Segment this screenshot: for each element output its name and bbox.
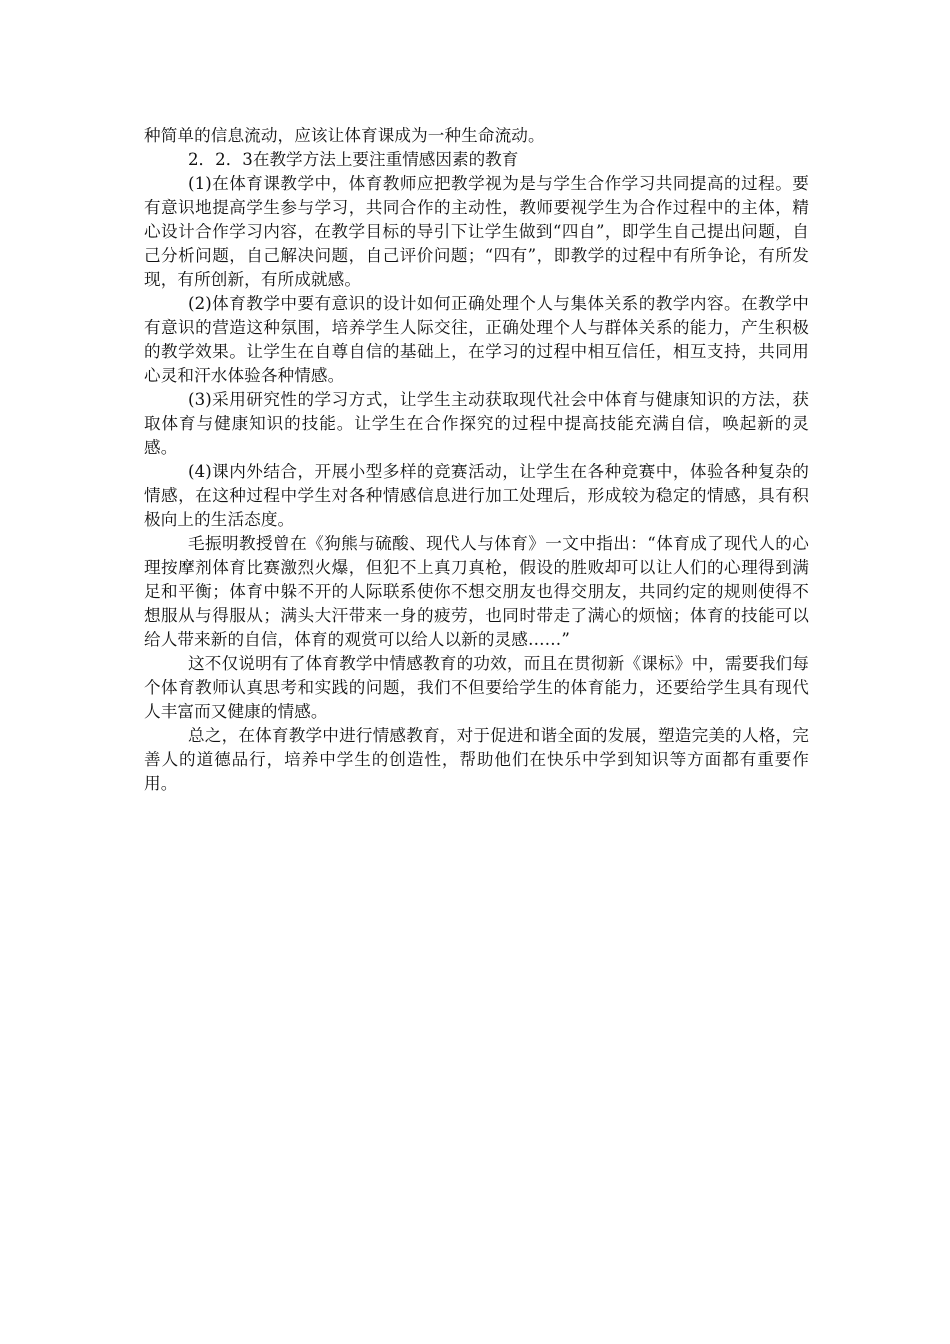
document-page	[144, 124, 809, 796]
paragraph-continuation: 种简单的信息流动，应该让体育课成为一种生命流动。	[144, 126, 545, 145]
paragraph-item-2: (2)体育教学中要有意识的设计如何正确处理个人与集体关系的教学内容。在教学中有意识的营造这种氛围，培养学生人际交往，正确处理个人与群体关系的能力，产生积极的教学效果。让学生在自尊自信的基础上，在学习的过程中相互信任，相互支持，共同用心灵和汗水体验各种情感。	[144, 294, 809, 385]
paragraph-item-1: (1)在体育课教学中，体育教师应把教学视为是与学生合作学习共同提高的过程。要有意识地提高学生参与学习，共同合作的主动性，教师要视学生为合作过程中的主体，精心设计合作学习内容，在教学目标的导引下让学生做到“四自”，即学生自己提出问题，自己分析问题，自己解决问题，自己评价问题；“四有”，即教学的过程中有所争论，有所发现，有所创新，有所成就感。	[144, 174, 809, 289]
paragraph-commentary: 这不仅说明有了体育教学中情感教育的功效，而且在贯彻新《课标》中，需要我们每个体育教师认真思考和实践的问题，我们不但要给学生的体育能力，还要给学生具有现代人丰富而又健康的情感。	[144, 654, 809, 721]
paragraph-item-4: (4)课内外结合，开展小型多样的竞赛活动，让学生在各种竞赛中，体验各种复杂的情感，在这种过程中学生对各种情感信息进行加工处理后，形成较为稳定的情感，具有积极向上的生活态度。	[144, 462, 809, 529]
section-heading: 2．2．3在教学方法上要注重情感因素的教育	[188, 150, 519, 169]
paragraph-item-3: (3)采用研究性的学习方式，让学生主动获取现代社会中体育与健康知识的方法，获取体育与健康知识的技能。让学生在合作探究的过程中提高技能充满自信，唤起新的灵感。	[144, 390, 809, 457]
paragraph-conclusion: 总之，在体育教学中进行情感教育，对于促进和谐全面的发展，塑造完美的人格，完善人的道德品行，培养中学生的创造性，帮助他们在快乐中学到知识等方面都有重要作用。	[144, 726, 809, 793]
paragraph-quote: 毛振明教授曾在《狗熊与硫酸、现代人与体育》一文中指出：“体育成了现代人的心理按摩剂体育比赛激烈火爆，但犯不上真刀真枪，假设的胜败却可以让人们的心理得到满足和平衡；体育中躲不开的人际联系使你不想交朋友也得交朋友，共同约定的规则使得不想服从与得服从；满头大汗带来一身的疲劳，也同时带走了满心的烦恼；体育的技能可以给人带来新的自信，体育的观赏可以给人以新的灵感……”	[144, 534, 809, 649]
